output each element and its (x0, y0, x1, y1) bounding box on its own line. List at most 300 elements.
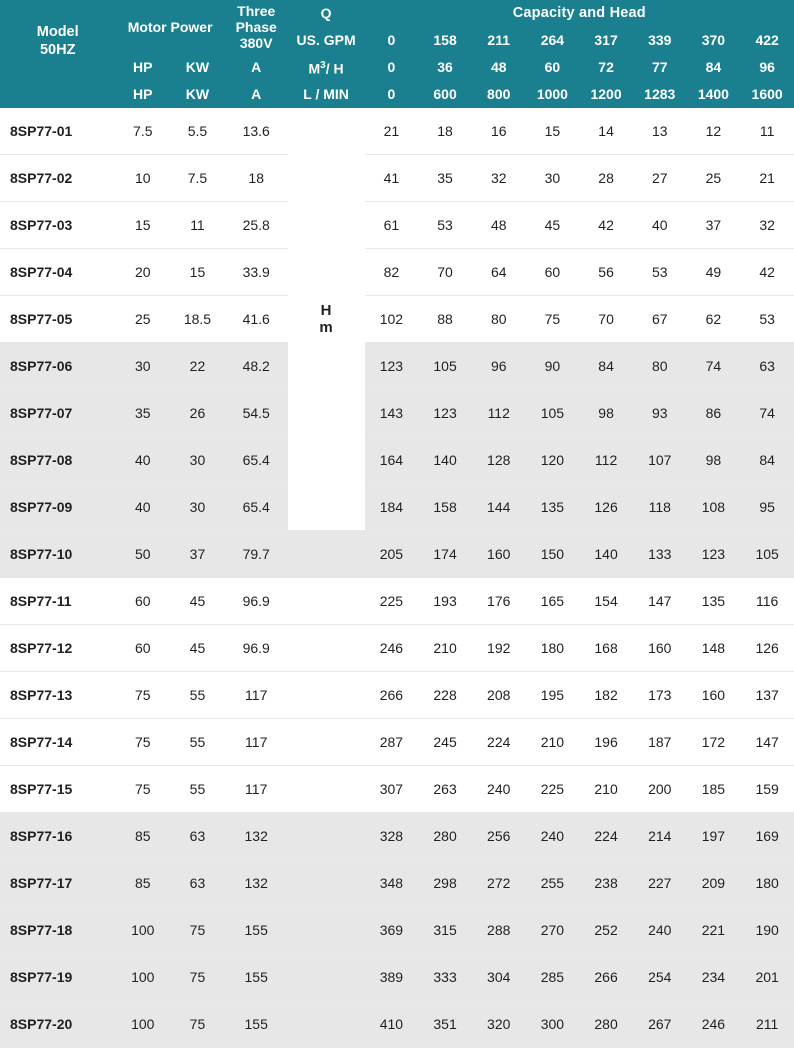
cell-head-5: 27 (633, 155, 687, 202)
cell-hp: 85 (115, 813, 170, 860)
cell-hp: 60 (115, 625, 170, 672)
cell-a: 117 (225, 672, 288, 719)
cell-hp: 75 (115, 766, 170, 813)
header-l-min: L / MIN (288, 81, 365, 108)
cell-head-3: 45 (526, 202, 580, 249)
table-row (0, 719, 794, 766)
header-lmin-value-1: 600 (418, 81, 472, 108)
cell-head-4: 56 (579, 249, 633, 296)
header-us-gpm-value-7: 422 (740, 27, 794, 54)
cell-model: 8SP77-19 (0, 954, 115, 1001)
cell-head-3: 90 (526, 343, 580, 390)
cell-head-3: 240 (526, 813, 580, 860)
cell-head-unit-spacer (288, 719, 365, 766)
header-us-gpm-value-2: 211 (472, 27, 526, 54)
header-us-gpm-value-3: 264 (526, 27, 580, 54)
cell-a: 96.9 (225, 625, 288, 672)
cell-model: 8SP77-03 (0, 202, 115, 249)
table-row (0, 343, 794, 390)
cell-head-3: 165 (526, 578, 580, 625)
table-row (0, 531, 794, 578)
cell-head-5: 67 (633, 296, 687, 343)
table-row (0, 625, 794, 672)
cell-head-6: 108 (687, 484, 741, 531)
cell-head-0: 143 (365, 390, 419, 437)
cell-head-4: 168 (579, 625, 633, 672)
cell-head-4: 14 (579, 108, 633, 155)
cell-kw: 75 (170, 907, 225, 954)
cell-head-5: 214 (633, 813, 687, 860)
cell-head-2: 64 (472, 249, 526, 296)
cell-a: 41.6 (225, 296, 288, 343)
cell-head-3: 120 (526, 437, 580, 484)
cell-head-unit-spacer (288, 531, 365, 578)
cell-head-6: 172 (687, 719, 741, 766)
cell-head-unit-spacer (288, 907, 365, 954)
cell-head-1: 245 (418, 719, 472, 766)
cell-head-5: 187 (633, 719, 687, 766)
cell-head-3: 285 (526, 954, 580, 1001)
cell-head-7: 95 (740, 484, 794, 531)
cell-head-4: 126 (579, 484, 633, 531)
cell-head-6: 234 (687, 954, 741, 1001)
cell-head-4: 280 (579, 1001, 633, 1048)
cell-head-1: 280 (418, 813, 472, 860)
cell-head-5: 254 (633, 954, 687, 1001)
header-row-1 (0, 0, 794, 27)
header-m3h-value-4: 72 (579, 54, 633, 81)
cell-head-6: 160 (687, 672, 741, 719)
cell-head-4: 238 (579, 860, 633, 907)
cell-hp: 35 (115, 390, 170, 437)
cell-head-0: 246 (365, 625, 419, 672)
cell-head-4: 266 (579, 954, 633, 1001)
cell-head-6: 209 (687, 860, 741, 907)
cell-a: 155 (225, 954, 288, 1001)
cell-kw: 30 (170, 437, 225, 484)
cell-hp: 30 (115, 343, 170, 390)
cell-head-0: 225 (365, 578, 419, 625)
cell-head-1: 53 (418, 202, 472, 249)
cell-head-1: 333 (418, 954, 472, 1001)
cell-head-6: 98 (687, 437, 741, 484)
cell-hp: 40 (115, 437, 170, 484)
cell-model: 8SP77-06 (0, 343, 115, 390)
cell-head-7: 32 (740, 202, 794, 249)
header-hp: HP (115, 54, 170, 81)
cell-a: 155 (225, 1001, 288, 1048)
cell-hp: 40 (115, 484, 170, 531)
cell-hp: 75 (115, 719, 170, 766)
header-model (0, 0, 115, 81)
header-m3h (288, 54, 365, 81)
cell-head-2: 304 (472, 954, 526, 1001)
cell-head-7: 180 (740, 860, 794, 907)
cell-head-0: 82 (365, 249, 419, 296)
table-body (0, 108, 794, 1048)
header-hp-unit: HP (115, 81, 170, 108)
table-row (0, 108, 794, 155)
cell-head-7: 190 (740, 907, 794, 954)
header-us-gpm-value-0: 0 (365, 27, 419, 54)
cell-hp: 85 (115, 860, 170, 907)
cell-head-unit-spacer (288, 625, 365, 672)
cell-hp: 100 (115, 1001, 170, 1048)
cell-model: 8SP77-01 (0, 108, 115, 155)
cell-head-1: 228 (418, 672, 472, 719)
cell-kw: 55 (170, 766, 225, 813)
cell-head-5: 107 (633, 437, 687, 484)
cell-head-2: 32 (472, 155, 526, 202)
cell-a: 54.5 (225, 390, 288, 437)
cell-head-4: 42 (579, 202, 633, 249)
table-row (0, 484, 794, 531)
header-m3h-value-7: 96 (740, 54, 794, 81)
cell-model: 8SP77-04 (0, 249, 115, 296)
cell-head-0: 184 (365, 484, 419, 531)
cell-head-7: 84 (740, 437, 794, 484)
cell-head-2: 240 (472, 766, 526, 813)
cell-head-4: 210 (579, 766, 633, 813)
header-us-gpm-value-5: 339 (633, 27, 687, 54)
cell-model: 8SP77-05 (0, 296, 115, 343)
cell-head-6: 25 (687, 155, 741, 202)
cell-head-0: 102 (365, 296, 419, 343)
cell-head-7: 53 (740, 296, 794, 343)
cell-head-4: 84 (579, 343, 633, 390)
table-row (0, 296, 794, 343)
cell-kw: 45 (170, 625, 225, 672)
cell-head-unit-spacer (288, 672, 365, 719)
header-lmin-value-6: 1400 (687, 81, 741, 108)
cell-model: 8SP77-12 (0, 625, 115, 672)
header-m3h-value-6: 84 (687, 54, 741, 81)
header-lmin-value-3: 1000 (526, 81, 580, 108)
cell-head-1: 70 (418, 249, 472, 296)
cell-kw: 5.5 (170, 108, 225, 155)
cell-hp: 75 (115, 672, 170, 719)
table-row (0, 249, 794, 296)
cell-head-7: 211 (740, 1001, 794, 1048)
header-us-gpm-value-4: 317 (579, 27, 633, 54)
cell-model: 8SP77-11 (0, 578, 115, 625)
cell-hp: 100 (115, 907, 170, 954)
cell-head-5: 40 (633, 202, 687, 249)
cell-head-7: 63 (740, 343, 794, 390)
cell-head-1: 35 (418, 155, 472, 202)
header-m3h-post: / H (325, 60, 344, 77)
cell-head-0: 41 (365, 155, 419, 202)
cell-a: 48.2 (225, 343, 288, 390)
cell-a: 117 (225, 719, 288, 766)
cell-head-4: 224 (579, 813, 633, 860)
cell-head-0: 348 (365, 860, 419, 907)
cell-head-5: 240 (633, 907, 687, 954)
header-kw: KW (170, 54, 225, 81)
header-m3h-pre: M (308, 60, 321, 77)
cell-head-1: 158 (418, 484, 472, 531)
cell-model: 8SP77-08 (0, 437, 115, 484)
cell-head-5: 93 (633, 390, 687, 437)
cell-a: 65.4 (225, 437, 288, 484)
cell-a: 132 (225, 860, 288, 907)
cell-a: 13.6 (225, 108, 288, 155)
cell-head-2: 112 (472, 390, 526, 437)
cell-model: 8SP77-02 (0, 155, 115, 202)
cell-head-3: 75 (526, 296, 580, 343)
header-capacity-and-head: Capacity and Head (365, 0, 794, 27)
cell-head-5: 118 (633, 484, 687, 531)
header-lmin-value-0: 0 (365, 81, 419, 108)
cell-head-5: 80 (633, 343, 687, 390)
cell-head-6: 74 (687, 343, 741, 390)
cell-head-unit-spacer (288, 813, 365, 860)
cell-kw: 22 (170, 343, 225, 390)
cell-head-unit-spacer (288, 766, 365, 813)
cell-head-unit-spacer (288, 860, 365, 907)
header-row-4 (0, 81, 794, 108)
cell-hp: 15 (115, 202, 170, 249)
cell-head-5: 200 (633, 766, 687, 813)
cell-head-2: 224 (472, 719, 526, 766)
cell-head-2: 16 (472, 108, 526, 155)
table-row (0, 202, 794, 249)
cell-hp: 60 (115, 578, 170, 625)
cell-head-6: 123 (687, 531, 741, 578)
cell-head-0: 307 (365, 766, 419, 813)
cell-kw: 45 (170, 578, 225, 625)
cell-head-0: 266 (365, 672, 419, 719)
cell-hp: 100 (115, 954, 170, 1001)
cell-head-1: 193 (418, 578, 472, 625)
cell-head-5: 173 (633, 672, 687, 719)
table-row (0, 1001, 794, 1048)
cell-hp: 25 (115, 296, 170, 343)
cell-head-4: 98 (579, 390, 633, 437)
table-row (0, 437, 794, 484)
cell-hp: 7.5 (115, 108, 170, 155)
cell-head-6: 135 (687, 578, 741, 625)
header-m3h-sup: 3 (320, 60, 326, 72)
cell-head-2: 160 (472, 531, 526, 578)
cell-head-1: 174 (418, 531, 472, 578)
header-us-gpm-value-1: 158 (418, 27, 472, 54)
cell-head-7: 105 (740, 531, 794, 578)
cell-head-6: 148 (687, 625, 741, 672)
cell-a: 18 (225, 155, 288, 202)
cell-head-7: 42 (740, 249, 794, 296)
table-row (0, 672, 794, 719)
cell-kw: 63 (170, 860, 225, 907)
cell-model: 8SP77-14 (0, 719, 115, 766)
cell-head-unit-spacer (288, 954, 365, 1001)
cell-head-7: 159 (740, 766, 794, 813)
header-model-blank (0, 81, 115, 108)
cell-a: 65.4 (225, 484, 288, 531)
cell-kw: 75 (170, 954, 225, 1001)
cell-head-2: 272 (472, 860, 526, 907)
header-us-gpm: US. GPM (288, 27, 365, 54)
header-three-phase-line1: Three (237, 3, 276, 19)
cell-head-2: 128 (472, 437, 526, 484)
cell-kw: 18.5 (170, 296, 225, 343)
cell-kw: 55 (170, 719, 225, 766)
cell-model: 8SP77-17 (0, 860, 115, 907)
cell-head-0: 410 (365, 1001, 419, 1048)
cell-a: 155 (225, 907, 288, 954)
cell-head-1: 298 (418, 860, 472, 907)
cell-head-3: 225 (526, 766, 580, 813)
cell-head-2: 288 (472, 907, 526, 954)
cell-head-0: 287 (365, 719, 419, 766)
header-m3h-value-5: 77 (633, 54, 687, 81)
cell-head-7: 21 (740, 155, 794, 202)
cell-head-2: 256 (472, 813, 526, 860)
cell-head-1: 210 (418, 625, 472, 672)
table-row (0, 954, 794, 1001)
cell-a: 96.9 (225, 578, 288, 625)
cell-head-7: 11 (740, 108, 794, 155)
cell-head-3: 15 (526, 108, 580, 155)
cell-head-6: 197 (687, 813, 741, 860)
table-row (0, 860, 794, 907)
header-lmin-value-2: 800 (472, 81, 526, 108)
cell-head-0: 164 (365, 437, 419, 484)
cell-kw: 37 (170, 531, 225, 578)
header-lmin-value-7: 1600 (740, 81, 794, 108)
cell-head-0: 61 (365, 202, 419, 249)
cell-head-3: 150 (526, 531, 580, 578)
cell-head-6: 62 (687, 296, 741, 343)
cell-head-7: 147 (740, 719, 794, 766)
cell-head-7: 201 (740, 954, 794, 1001)
cell-head-4: 182 (579, 672, 633, 719)
cell-head-3: 210 (526, 719, 580, 766)
cell-head-4: 154 (579, 578, 633, 625)
header-row-3 (0, 54, 794, 81)
table-row (0, 578, 794, 625)
cell-a: 33.9 (225, 249, 288, 296)
cell-head-3: 30 (526, 155, 580, 202)
header-q: Q (288, 0, 365, 27)
head-unit-label (288, 108, 365, 531)
cell-head-2: 80 (472, 296, 526, 343)
cell-head-2: 208 (472, 672, 526, 719)
header-us-gpm-value-6: 370 (687, 27, 741, 54)
cell-head-3: 180 (526, 625, 580, 672)
cell-hp: 10 (115, 155, 170, 202)
cell-model: 8SP77-13 (0, 672, 115, 719)
cell-head-1: 18 (418, 108, 472, 155)
table-row (0, 907, 794, 954)
cell-head-3: 195 (526, 672, 580, 719)
cell-head-6: 246 (687, 1001, 741, 1048)
header-three-phase (225, 0, 288, 54)
cell-head-5: 13 (633, 108, 687, 155)
cell-head-2: 144 (472, 484, 526, 531)
cell-head-5: 147 (633, 578, 687, 625)
cell-head-2: 96 (472, 343, 526, 390)
cell-head-6: 12 (687, 108, 741, 155)
cell-head-1: 88 (418, 296, 472, 343)
header-m3h-value-3: 60 (526, 54, 580, 81)
cell-head-1: 105 (418, 343, 472, 390)
cell-head-7: 137 (740, 672, 794, 719)
cell-model: 8SP77-07 (0, 390, 115, 437)
cell-head-6: 49 (687, 249, 741, 296)
cell-model: 8SP77-20 (0, 1001, 115, 1048)
cell-head-5: 160 (633, 625, 687, 672)
cell-head-5: 53 (633, 249, 687, 296)
cell-head-5: 227 (633, 860, 687, 907)
header-three-phase-line2: Phase (235, 19, 277, 35)
header-model-line2: 50HZ (39, 41, 76, 58)
table-row (0, 155, 794, 202)
table-row (0, 813, 794, 860)
cell-head-0: 369 (365, 907, 419, 954)
cell-a: 132 (225, 813, 288, 860)
cell-head-3: 135 (526, 484, 580, 531)
table-row (0, 766, 794, 813)
cell-model: 8SP77-09 (0, 484, 115, 531)
cell-kw: 7.5 (170, 155, 225, 202)
cell-head-3: 270 (526, 907, 580, 954)
cell-head-3: 300 (526, 1001, 580, 1048)
cell-head-4: 196 (579, 719, 633, 766)
cell-kw: 11 (170, 202, 225, 249)
cell-head-6: 86 (687, 390, 741, 437)
cell-head-2: 48 (472, 202, 526, 249)
cell-head-5: 267 (633, 1001, 687, 1048)
cell-head-4: 28 (579, 155, 633, 202)
cell-a: 25.8 (225, 202, 288, 249)
header-lmin-value-4: 1200 (579, 81, 633, 108)
cell-head-3: 105 (526, 390, 580, 437)
cell-head-7: 74 (740, 390, 794, 437)
cell-head-4: 140 (579, 531, 633, 578)
cell-head-6: 221 (687, 907, 741, 954)
cell-head-2: 192 (472, 625, 526, 672)
table-row (0, 390, 794, 437)
cell-head-0: 328 (365, 813, 419, 860)
cell-head-7: 126 (740, 625, 794, 672)
cell-kw: 15 (170, 249, 225, 296)
cell-head-1: 263 (418, 766, 472, 813)
header-lmin-value-5: 1283 (633, 81, 687, 108)
cell-head-3: 255 (526, 860, 580, 907)
header-three-phase-line3: 380V (239, 35, 273, 51)
cell-kw: 30 (170, 484, 225, 531)
cell-hp: 20 (115, 249, 170, 296)
cell-head-7: 169 (740, 813, 794, 860)
cell-model: 8SP77-15 (0, 766, 115, 813)
head-unit-h: H (320, 302, 332, 319)
cell-head-3: 60 (526, 249, 580, 296)
cell-head-5: 133 (633, 531, 687, 578)
cell-head-unit-spacer (288, 1001, 365, 1048)
cell-head-6: 185 (687, 766, 741, 813)
cell-head-4: 70 (579, 296, 633, 343)
header-motor-power: Motor Power (115, 0, 224, 54)
cell-hp: 50 (115, 531, 170, 578)
cell-head-1: 123 (418, 390, 472, 437)
cell-a: 117 (225, 766, 288, 813)
cell-head-0: 205 (365, 531, 419, 578)
cell-a: 79.7 (225, 531, 288, 578)
cell-head-0: 21 (365, 108, 419, 155)
cell-kw: 55 (170, 672, 225, 719)
cell-head-2: 320 (472, 1001, 526, 1048)
